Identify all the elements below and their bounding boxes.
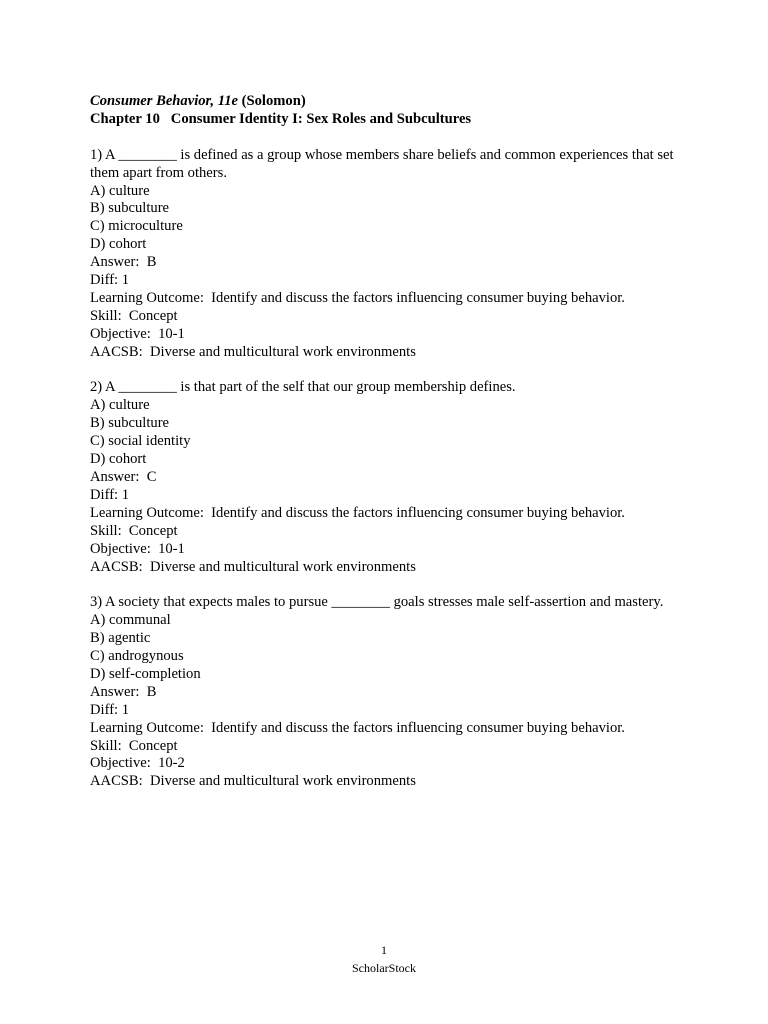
answer-option: C) microculture [90,218,183,235]
answer-option: A) communal [90,612,171,629]
aacsb: AACSB: Diverse and multicultural work environments [90,558,416,575]
objective: Objective: 10-1 [90,325,185,342]
aacsb: AACSB: Diverse and multicultural work environments [90,773,416,790]
book-header [90,93,690,111]
difficulty: Diff: 1 [90,486,130,503]
objective: Objective: 10-1 [90,540,185,557]
skill: Skill: Concept [90,522,178,539]
footer-watermark: ScholarStock [352,961,416,975]
book-title: Consumer Behavior, 11e [90,93,238,109]
skill: Skill: Concept [90,737,178,754]
answer-key: Answer: B [90,683,157,700]
question-block [90,594,690,791]
objective: Objective: 10-2 [90,755,185,772]
answer-option: B) subculture [90,200,170,217]
question-block [90,147,690,362]
chapter-title: Chapter 10 Consumer Identity I: Sex Roles and Subcultures [90,110,472,127]
book-author: (Solomon) [238,93,306,109]
learning-outcome: Learning Outcome: Identify and discuss the factors influencing consumer buying behavior. [90,719,625,736]
answer-option: B) subculture [90,415,170,432]
answer-option: A) culture [90,182,150,199]
answer-option: D) cohort [90,236,147,253]
question-block [90,379,690,576]
page-content [90,93,690,791]
answer-key: Answer: C [90,469,157,485]
question-text: 2) A ________ is that part of the self that our group membership defines. [90,379,516,396]
aacsb: AACSB: Diverse and multicultural work environments [90,343,416,360]
skill: Skill: Concept [90,307,178,324]
answer-option: B) agentic [90,630,151,647]
answer-option: D) cohort [90,451,147,468]
answer-option: D) self-completion [90,665,201,682]
page-number: 1 [381,943,387,957]
learning-outcome: Learning Outcome: Identify and discuss the factors influencing consumer buying behavior. [90,504,625,521]
learning-outcome: Learning Outcome: Identify and discuss the factors influencing consumer buying behavior. [90,289,625,306]
answer-option: A) culture [90,397,150,414]
question-text: 3) A society that expects males to pursue ________ goals stresses male self-assertion and mastery. [90,594,664,611]
question-text: 1) A ________ is defined as a group whose members share beliefs and common experiences that set them apart from others. [90,146,674,181]
answer-key: Answer: B [90,254,157,271]
difficulty: Diff: 1 [90,272,130,289]
difficulty: Diff: 1 [90,701,130,718]
answer-option: C) social identity [90,433,191,450]
answer-option: C) androgynous [90,648,184,665]
